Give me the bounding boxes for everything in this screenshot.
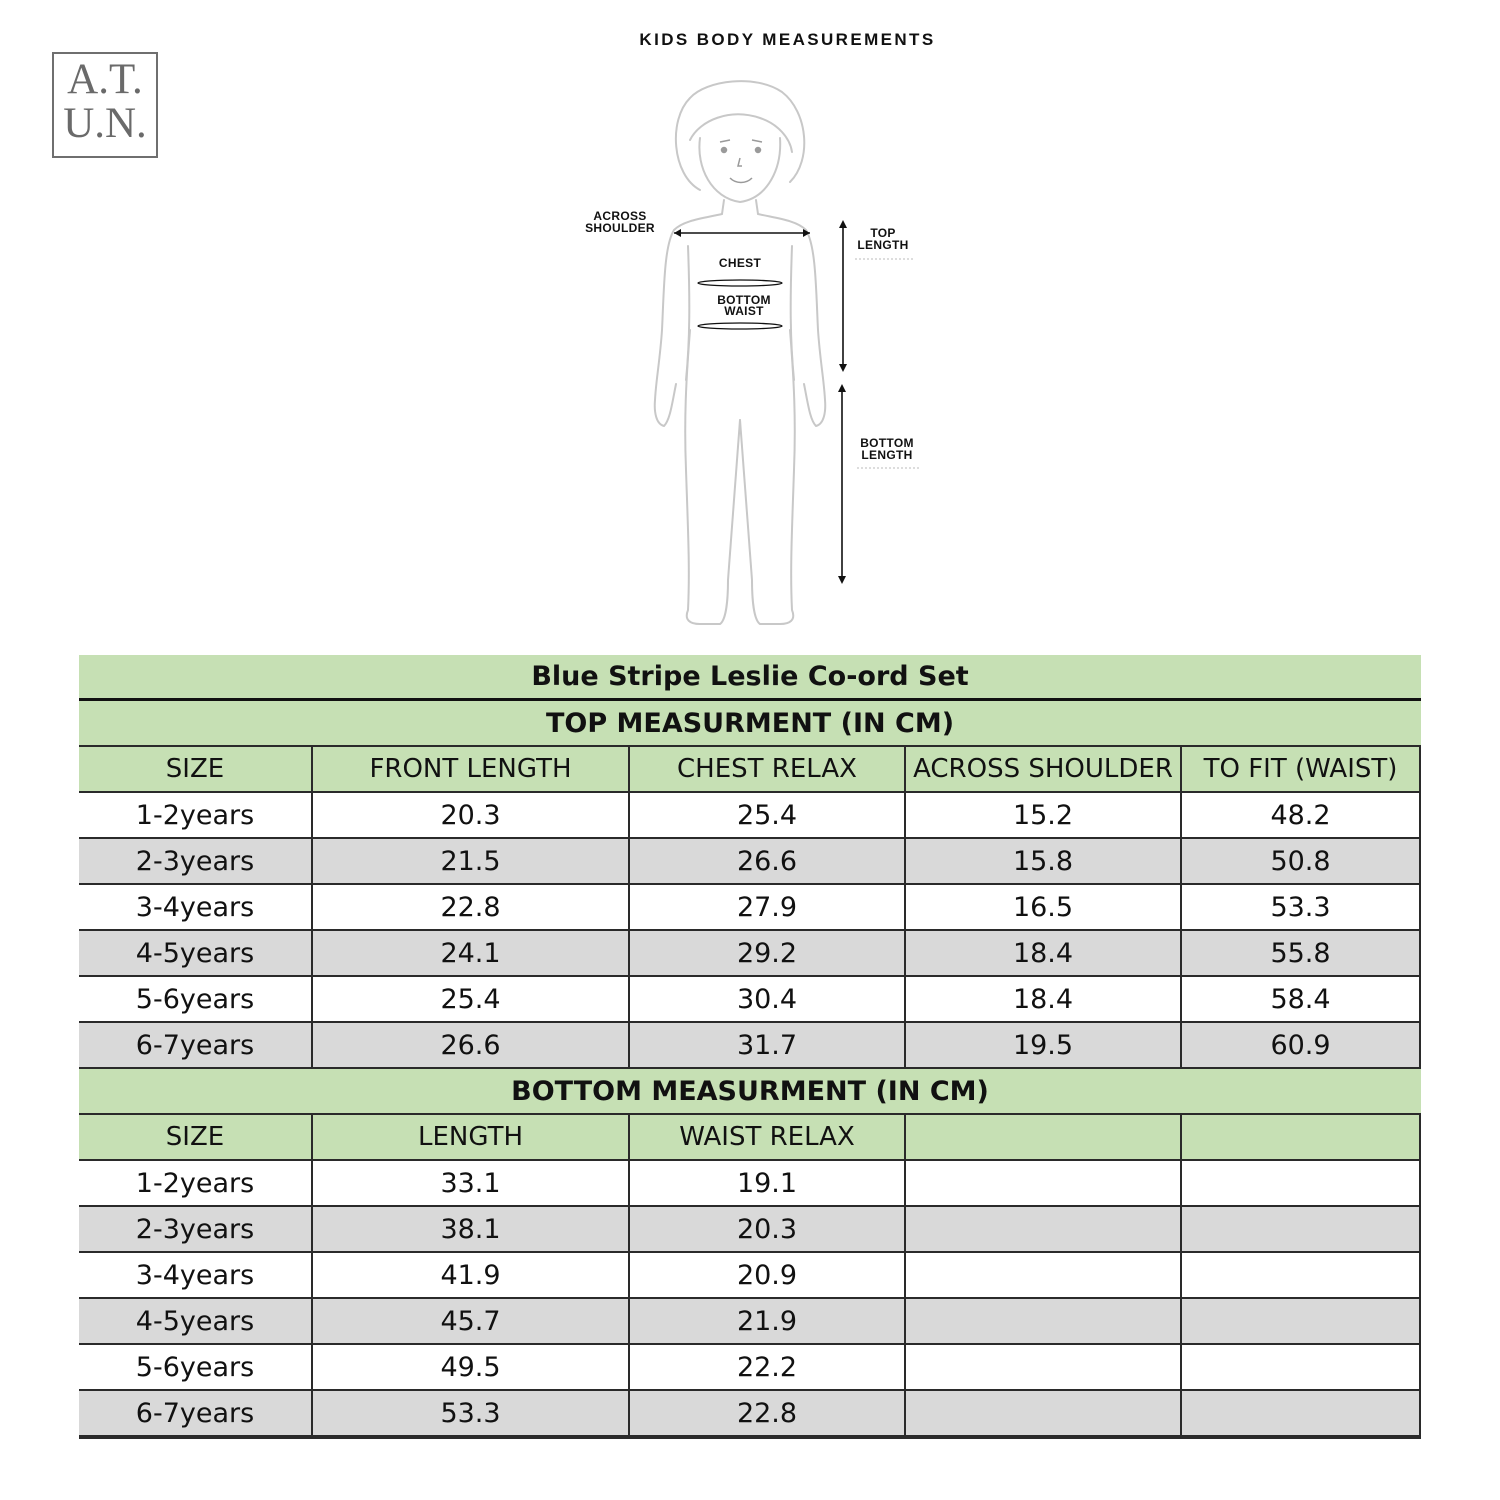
table-cell: 19.5	[906, 1023, 1182, 1069]
table-row	[79, 1161, 1421, 1207]
table-cell	[1182, 1391, 1421, 1437]
top-length-label-line-2: LENGTH	[857, 238, 909, 252]
bottom-length-label-line-2: LENGTH	[861, 448, 913, 462]
top-header-across-shoulder: ACROSS SHOULDER	[906, 747, 1182, 793]
table-cell	[906, 1253, 1182, 1299]
table-row	[79, 1207, 1421, 1253]
table-cell: 31.7	[630, 1023, 906, 1069]
table-cell	[906, 1391, 1182, 1437]
logo-line-2: U.N.	[63, 100, 147, 147]
table-cell: 1-2years	[79, 793, 313, 839]
table-cell	[1182, 1299, 1421, 1345]
across-shoulder-label	[576, 210, 664, 234]
logo-line-1: A.T.	[67, 56, 143, 103]
table-row	[79, 839, 1421, 885]
table-cell: 41.9	[313, 1253, 630, 1299]
table-cell: 15.2	[906, 793, 1182, 839]
bottom-length-label-line-1: BOTTOM	[860, 436, 914, 450]
table-cell: 20.9	[630, 1253, 906, 1299]
top-section-title-row	[79, 701, 1421, 747]
bottom-length-label	[850, 437, 924, 461]
table-cell: 49.5	[313, 1345, 630, 1391]
table-row	[79, 931, 1421, 977]
bottom-header-row	[79, 1115, 1421, 1161]
bottom-waist-label-line-1: BOTTOM	[717, 293, 771, 307]
top-length-label-line-1: TOP	[870, 226, 896, 240]
bottom-header-length: LENGTH	[313, 1115, 630, 1161]
table-cell: 26.6	[630, 839, 906, 885]
table-cell	[906, 1299, 1182, 1345]
table-row	[79, 1299, 1421, 1345]
table-title-row	[79, 655, 1421, 701]
table-cell: 53.3	[1182, 885, 1421, 931]
table-cell: 20.3	[630, 1207, 906, 1253]
table-cell: 3-4years	[79, 1253, 313, 1299]
top-header-chest-relax: CHEST RELAX	[630, 747, 906, 793]
table-cell	[906, 1161, 1182, 1207]
table-cell: 18.4	[906, 931, 1182, 977]
table-cell: 6-7years	[79, 1023, 313, 1069]
bottom-waist-label-line-2: WAIST	[724, 304, 764, 318]
top-header-size: SIZE	[79, 747, 313, 793]
chest-label: CHEST	[718, 256, 762, 270]
top-header-front-length: FRONT LENGTH	[313, 747, 630, 793]
table-cell: 2-3years	[79, 839, 313, 885]
table-cell: 21.9	[630, 1299, 906, 1345]
table-cell: 33.1	[313, 1161, 630, 1207]
table-cell	[906, 1207, 1182, 1253]
table-cell: 27.9	[630, 885, 906, 931]
across-shoulder-label-line-2: SHOULDER	[585, 221, 655, 235]
table-cell: 19.1	[630, 1161, 906, 1207]
across-shoulder-label-line-1: ACROSS	[593, 209, 647, 223]
bottom-header-empty-1	[906, 1115, 1182, 1161]
table-title: Blue Stripe Leslie Co-ord Set	[531, 661, 969, 692]
top-header-to-fit-waist: TO FIT (WAIST)	[1182, 747, 1421, 793]
top-section-title: TOP MEASURMENT (IN CM)	[545, 707, 955, 739]
table-cell: 45.7	[313, 1299, 630, 1345]
table-cell: 4-5years	[79, 931, 313, 977]
table-cell	[1182, 1161, 1421, 1207]
table-cell: 6-7years	[79, 1391, 313, 1437]
size-chart-table	[79, 655, 1421, 1439]
table-cell: 4-5years	[79, 1299, 313, 1345]
bottom-section-title: BOTTOM MEASURMENT (IN CM)	[511, 1075, 989, 1107]
table-cell	[1182, 1207, 1421, 1253]
table-cell: 29.2	[630, 931, 906, 977]
table-cell: 18.4	[906, 977, 1182, 1023]
table-cell: 38.1	[313, 1207, 630, 1253]
table-cell	[906, 1345, 1182, 1391]
table-row	[79, 1253, 1421, 1299]
table-cell: 21.5	[313, 839, 630, 885]
bottom-header-empty-2	[1182, 1115, 1421, 1161]
table-row	[79, 977, 1421, 1023]
table-cell	[1182, 1345, 1421, 1391]
page-heading: KIDS BODY MEASUREMENTS	[639, 30, 936, 49]
table-cell: 55.8	[1182, 931, 1421, 977]
table-cell: 25.4	[630, 793, 906, 839]
table-cell: 58.4	[1182, 977, 1421, 1023]
kid-outline-illustration	[0, 0, 1500, 640]
table-row	[79, 793, 1421, 839]
table-cell: 22.8	[313, 885, 630, 931]
table-cell: 22.2	[630, 1345, 906, 1391]
table-cell: 20.3	[313, 793, 630, 839]
table-row	[79, 885, 1421, 931]
table-cell: 60.9	[1182, 1023, 1421, 1069]
bottom-header-waist-relax: WAIST RELAX	[630, 1115, 906, 1161]
table-cell: 15.8	[906, 839, 1182, 885]
table-row	[79, 1345, 1421, 1391]
table-cell: 24.1	[313, 931, 630, 977]
table-cell: 53.3	[313, 1391, 630, 1437]
table-cell: 2-3years	[79, 1207, 313, 1253]
top-header-row	[79, 747, 1421, 793]
table-row	[79, 1391, 1421, 1437]
bottom-section-title-row	[79, 1069, 1421, 1115]
bottom-header-size: SIZE	[79, 1115, 313, 1161]
kid-figure-diagram	[0, 0, 1500, 640]
table-cell: 22.8	[630, 1391, 906, 1437]
table-cell: 50.8	[1182, 839, 1421, 885]
table-cell: 5-6years	[79, 1345, 313, 1391]
table-cell: 5-6years	[79, 977, 313, 1023]
table-row	[79, 1023, 1421, 1069]
table-cell: 16.5	[906, 885, 1182, 931]
table-cell: 1-2years	[79, 1161, 313, 1207]
top-length-label	[848, 227, 918, 251]
bottom-waist-label	[704, 295, 784, 317]
table-cell: 48.2	[1182, 793, 1421, 839]
table-cell: 30.4	[630, 977, 906, 1023]
table-cell	[1182, 1253, 1421, 1299]
table-cell: 26.6	[313, 1023, 630, 1069]
table-cell: 25.4	[313, 977, 630, 1023]
table-cell: 3-4years	[79, 885, 313, 931]
